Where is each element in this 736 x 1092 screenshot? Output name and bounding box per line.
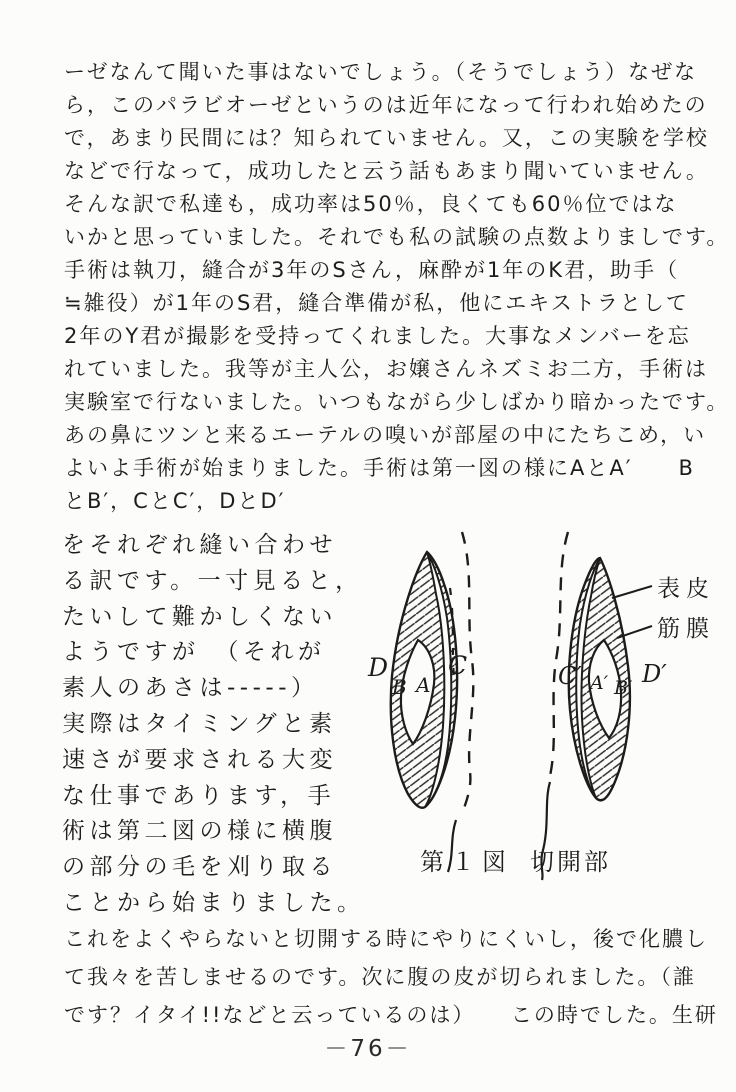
text-line: よいよ手術が始まりました。手術は第一図の様にAとA′ B (64, 456, 695, 480)
label-point-d: D (368, 653, 389, 682)
epidermis-pointer-line (612, 586, 652, 598)
label-point-b: B (392, 675, 407, 699)
fascia-label: 筋膜 (657, 616, 715, 642)
figure-caption-title: 切開部 (530, 848, 611, 876)
text-line: そんな訳で私達も，成功率は50％，良くても60％位ではな (64, 192, 678, 216)
text-line: な仕事であります，手 (62, 782, 336, 809)
text-line: ーゼなんて聞いた事はないでしょう。（そうでしょう）なぜな (64, 60, 698, 84)
text-line: 速さが要求される大変 (62, 746, 337, 773)
text-line: たいして難かしくない (62, 603, 337, 630)
text-line: 素人のあさは-----） (62, 675, 319, 702)
text-line: 術は第二図の様に横腹 (62, 818, 337, 845)
figure-caption-number: 第１図 (420, 848, 513, 876)
text-line: などで行なって，成功したと云う話もあまり聞いていません。 (64, 159, 709, 183)
epidermis-label: 表皮 (657, 576, 715, 602)
right-incision-shape (541, 532, 652, 880)
text-line: 実験室で行ないました。いつもながら少しばかり暗かったです。 (64, 390, 730, 414)
left-column-paragraph (62, 528, 365, 922)
closing-paragraph (64, 920, 718, 1034)
text-line: です？イタイ!!などと云っているのは） この時でした。生研 (64, 1003, 718, 1027)
text-line: いかと思っていました。それでも私の試験の点数よりましです。 (64, 225, 730, 249)
text-line: これをよくやらないと切開する時にやりにくいし，後で化膿し (64, 927, 708, 951)
right-dashed-midline (550, 532, 568, 776)
text-line: ようですが （それが (62, 639, 326, 666)
text-line: で，あまり民間には？知られていません。又，この実験を学校 (64, 126, 709, 150)
label-point-d-prime: D′ (642, 660, 667, 688)
text-line: とB′，CとC′，DとD′ (64, 489, 286, 513)
text-line: れていました。我等が主人公，お嬢さんネズミお二方，手術は (64, 357, 708, 381)
incision-diagram-svg (356, 524, 716, 884)
label-point-c-prime: C′ (558, 662, 582, 690)
page-number: －76－ (324, 1036, 412, 1062)
text-line: 2年のY君が撮影を受持ってくれました。大事なメンバーを忘 (64, 324, 691, 348)
label-point-c: C (448, 651, 468, 680)
text-line: をそれぞれ縫い合わせ (62, 532, 337, 558)
text-line: 実際はタイミングと素 (62, 710, 337, 737)
text-line: る訳です。一寸見ると， (62, 567, 363, 594)
text-line: あの鼻にツンと来るエーテルの嗅いが部屋の中にたちこめ，い (64, 423, 707, 447)
text-line: て我々を苦しませるのです。次に腹の皮が切られました。（誰 (64, 965, 696, 989)
text-line: ら，このパラビオーゼというのは近年になって行われ始めたの (64, 93, 708, 117)
text-line: 手術は執刀，縫合が3年のSさん，麻酔が1年のK君，助手（ (64, 258, 680, 282)
figure-1-incision-drawing (356, 524, 716, 884)
label-point-a-prime: A′ (590, 672, 609, 694)
label-point-b-prime: B′ (614, 677, 633, 699)
label-point-a: A (416, 673, 431, 697)
text-line: の部分の毛を刈り取る (62, 854, 337, 881)
left-incision-shape (391, 532, 474, 872)
opening-paragraph (64, 56, 730, 518)
text-line: ことから始まりました。 (62, 889, 365, 916)
text-line: ≒雑役）が1年のS君，縫合準備が私，他にエキストラとして (64, 291, 689, 315)
